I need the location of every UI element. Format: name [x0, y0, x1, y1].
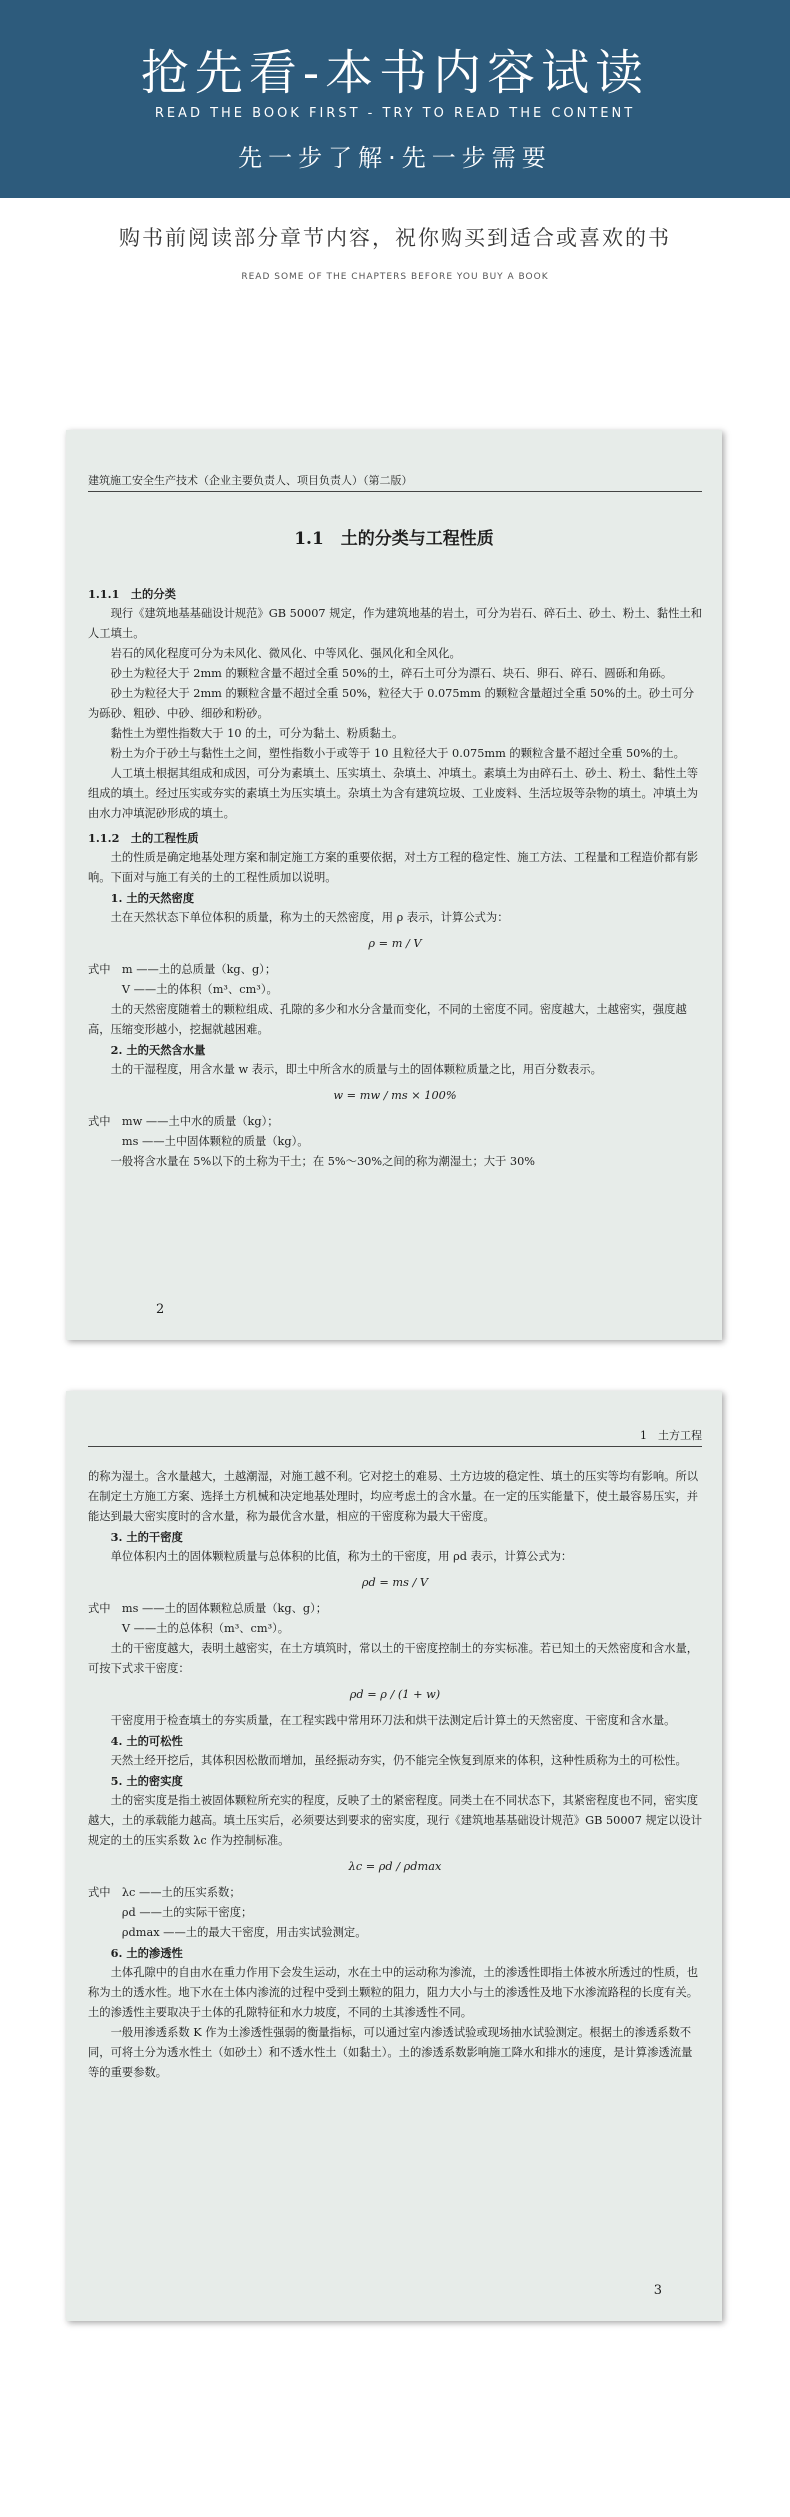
formula-dry-density: ρd = ms / V: [361, 1576, 429, 1589]
variable-definition: ρd ——土的实际干密度；: [121, 1906, 253, 1919]
paragraph: 砂土为粒径大于 2mm 的颗粒含量不超过全重 50%的土，碎石土可分为漂石、块石、卵石、碎石、圆砾和角砾。: [110, 667, 673, 680]
variable-definition: 式中 m ——土的总质量（kg、g）；: [88, 963, 277, 976]
book-page-2: [66, 430, 722, 1340]
page-body: [88, 580, 702, 1172]
variable-definition: ρdmax ——土的最大干密度，用击实试验测定。: [121, 1926, 367, 1939]
paragraph: 干密度用于检查填土的夯实质量，在工程实践中常用环刀法和烘干法测定后计算土的天然密度、干密度和含水量。: [110, 1714, 676, 1727]
book-page-3: [66, 1391, 722, 2321]
paragraph: 土的干密度越大，表明土越密实，在土方填筑时，常以土的干密度控制土的夯实标准。若已知土的天然密度和含水量，可按下式求干密度：: [88, 1642, 699, 1675]
paragraph: 黏性土为塑性指数大于 10 的土，可分为黏土、粉质黏土。: [110, 727, 404, 740]
page-running-header: 建筑施工安全生产技术（企业主要负责人、项目负责人）（第二版）: [88, 472, 702, 492]
paragraph: 粉土为介于砂土与黏性土之间，塑性指数小于或等于 10 且粒径大于 0.075mm 的颗粒含量不超过全重 50%的土。: [110, 747, 685, 760]
page-body: [88, 1467, 702, 2083]
paragraph: 现行《建筑地基基础设计规范》GB 50007 规定，作为建筑地基的岩土，可分为岩石、碎石土、砂土、粉土、黏性土和人工填土。: [88, 607, 702, 640]
banner-subtitle-cn: 先一步了解·先一步需要: [238, 144, 552, 172]
paragraph: 单位体积内土的固体颗粒质量与总体积的比值，称为土的干密度，用 ρd 表示，计算公式为：: [110, 1550, 573, 1563]
paragraph: 岩石的风化程度可分为未风化、微风化、中等风化、强风化和全风化。: [110, 647, 461, 660]
item-heading-compactness: 5. 土的密实度: [110, 1774, 183, 1788]
variable-definition: 式中 mw ——土中水的质量（kg）；: [88, 1115, 279, 1128]
paragraph: 土的密实度是指土被固体颗粒所充实的程度，反映了土的紧密程度。同类土在不同状态下，其紧密程度也不同，密实度越大，土的承载能力越高。填土压实后，必须要达到要求的密实度，现行《建筑地基基础设计规范》GB 50007 规定以设计规定的土的压实系数 λc 作为控制标准。: [88, 1794, 702, 1847]
page-number: 3: [653, 2283, 662, 2298]
item-heading-water-content: 2. 土的天然含水量: [110, 1043, 206, 1057]
paragraph: 的称为湿土。含水量越大，土越潮湿，对施工越不利。它对挖土的难易、土方边坡的稳定性、填土的压实等均有影响。所以在制定土方施工方案、选择土方机械和决定地基处理时，均应考虑土的含水量。在一定的压实能量下，使土最容易压实，并能达到最大密实度时的含水量，称为最优含水量，相应的干密度称为最大干密度。: [88, 1470, 699, 1523]
page-number: 2: [156, 1302, 165, 1317]
banner-title: 抢先看-本书内容试读: [140, 45, 650, 101]
variable-definition: 式中 ms ——土的固体颗粒总质量（kg、g）；: [88, 1602, 328, 1615]
section-title: 1.1 土的分类与工程性质: [294, 529, 494, 549]
variable-definition: V ——土的总体积（m³、cm³）。: [121, 1622, 290, 1635]
paragraph: 一般用渗透系数 K 作为土渗透性强弱的衡量指标，可以通过室内渗透试验或现场抽水试验测定。根据土的渗透系数不同，可将土分为透水性土（如砂土）和不透水性土（如黏土）。土的渗透系数影响施工降水和排水的速度，是计算渗透流量等的重要参数。: [88, 2026, 693, 2079]
formula-water-content: w = mw / ms × 100%: [333, 1089, 457, 1102]
formula-compaction-coefficient: λc = ρd / ρdmax: [348, 1860, 442, 1873]
subsection-heading-1-1-2: 1.1.2 土的工程性质: [88, 831, 199, 845]
intro-text-cn: 购书前阅读部分章节内容，祝你购买到适合或喜欢的书: [119, 226, 671, 250]
paragraph: 一般将含水量在 5%以下的土称为干土；在 5%～30%之间的称为潮湿土；大于 30%: [110, 1155, 536, 1168]
item-heading-permeability: 6. 土的渗透性: [110, 1946, 183, 1960]
paragraph: 土在天然状态下单位体积的质量，称为土的天然密度，用 ρ 表示，计算公式为：: [110, 911, 509, 924]
item-heading-loosening: 4. 土的可松性: [110, 1734, 183, 1748]
top-banner: [0, 0, 790, 198]
item-heading-density: 1. 土的天然密度: [110, 891, 195, 905]
paragraph: 土的天然密度随着土的颗粒组成、孔隙的多少和水分含量而变化，不同的土密度不同。密度越大，土越密实，强度越高，压缩变形越小，挖掘就越困难。: [88, 1003, 687, 1036]
paragraph: 天然土经开挖后，其体积因松散而增加，虽经振动夯实，仍不能完全恢复到原来的体积，这种性质称为土的可松性。: [110, 1754, 687, 1767]
paragraph: 砂土为粒径大于 2mm 的颗粒含量不超过全重 50%，粒径大于 0.075mm 的颗粒含量超过全重 50%的土。砂土可分为砾砂、粗砂、中砂、细砂和粉砂。: [88, 687, 695, 720]
formula-dry-density-from-moisture: ρd = ρ / (1 + w): [349, 1688, 441, 1701]
intro-text-en: READ SOME OF THE CHAPTERS BEFORE YOU BUY A BOOK: [241, 272, 549, 282]
page-running-header: 1 土方工程: [88, 1427, 702, 1447]
paragraph: 土的性质是确定地基处理方案和制定施工方案的重要依据，对土方工程的稳定性、施工方法、工程量和工程造价都有影响。下面对与施工有关的土的工程性质加以说明。: [88, 851, 699, 884]
paragraph: 人工填土根据其组成和成因，可分为素填土、压实填土、杂填土、冲填土。素填土为由碎石土、砂土、粉土、黏性土等组成的填土。经过压实或夯实的素填土为压实填土。杂填土为含有建筑垃圾、工业废料、生活垃圾等杂物的填土。冲填土为由水力冲填泥砂形成的填土。: [88, 767, 699, 820]
subsection-heading-1-1-1: 1.1.1 土的分类: [88, 587, 176, 601]
paragraph: 土体孔隙中的自由水在重力作用下会发生运动，水在土中的运动称为渗流，土的渗透性即指土体被水所透过的性质，也称为土的透水性。地下水在土体内渗流的过程中受到土颗粒的阻力，阻力大小与土的渗透性及地下水渗流路程的长度有关。土的渗透性主要取决于土体的孔隙特征和水力坡度，不同的土其渗透性不同。: [88, 1966, 699, 2019]
variable-definition: V ——土的体积（m³、cm³）。: [121, 983, 278, 996]
formula-density: ρ = m / V: [368, 937, 422, 950]
variable-definition: ms ——土中固体颗粒的质量（kg）。: [121, 1135, 309, 1148]
banner-subtitle-en: READ THE BOOK FIRST - TRY TO READ THE CONTENT: [154, 106, 636, 121]
item-heading-dry-density: 3. 土的干密度: [110, 1530, 183, 1544]
paragraph: 土的干湿程度，用含水量 w 表示，即土中所含水的质量与土的固体颗粒质量之比，用百分数表示。: [110, 1063, 602, 1076]
variable-definition: 式中 λc ——土的压实系数；: [88, 1886, 241, 1899]
